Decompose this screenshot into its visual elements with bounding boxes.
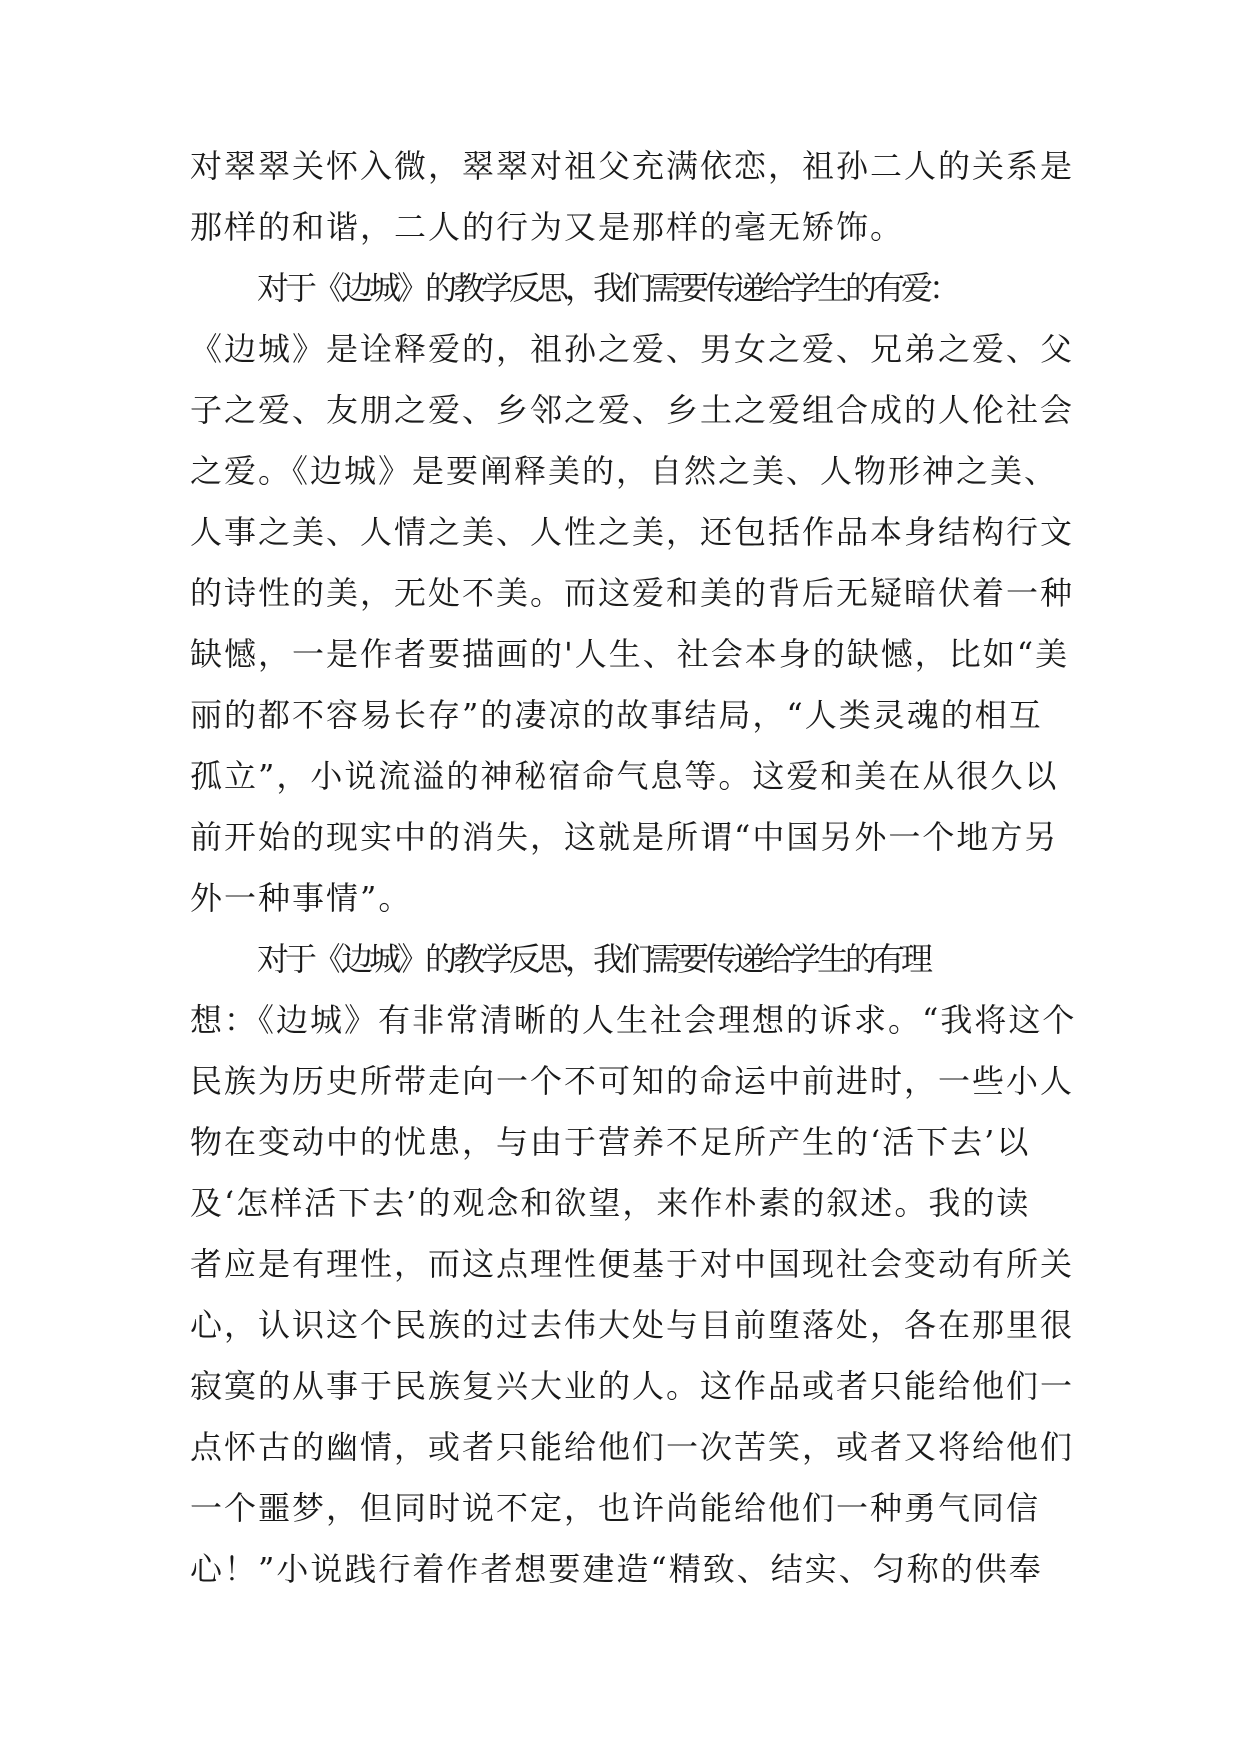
text-line: 想：《边城》有非常清晰的人生社会理想的诉求。“我将这个 — [190, 1001, 1077, 1039]
text-line: 心！”小说践行着作者想要建造“精致、结实、匀称的供奉 — [190, 1550, 1043, 1588]
text-line: 缺憾，一是作者要描画的'人生、社会本身的缺憾，比如“美 — [190, 635, 1070, 673]
paragraph-start-line: 对于《边城》的教学反思，我们需要传递给学生的有爱： — [257, 269, 958, 307]
text-line: 物在变动中的忧患，与由于营养不足所产生的‘活下去’以 — [190, 1123, 1031, 1161]
text-line: 一个噩梦，但同时说不定，也许尚能给他们一种勇气同信 — [190, 1489, 1041, 1527]
text-line: 外一种事情”。 — [190, 879, 413, 917]
paragraph-start-line: 对于《边城》的教学反思，我们需要传递给学生的有理 — [257, 940, 930, 978]
text-line: 前开始的现实中的消失，这就是所谓“中国另外一个地方另 — [190, 818, 1059, 856]
text-line: 《边城》是诠释爱的，祖孙之爱、男女之爱、兄弟之爱、父 — [190, 330, 1075, 368]
text-line: 寂寞的从事于民族复兴大业的人。这作品或者只能给他们一 — [190, 1367, 1075, 1405]
text-line: 丽的都不容易长存”的凄凉的故事结局，“人类灵魂的相互 — [190, 696, 1043, 734]
text-line: 心，认识这个民族的过去伟大处与目前堕落处，各在那里很 — [190, 1306, 1075, 1344]
text-line: 对翠翠关怀入微，翠翠对祖父充满依恋，祖孙二人的关系是 — [190, 147, 1075, 185]
text-line: 点怀古的幽情，或者只能给他们一次苦笑，或者又将给他们 — [190, 1428, 1075, 1466]
text-line: 孤立”，小说流溢的神秘宿命气息等。这爱和美在从很久以 — [190, 757, 1059, 795]
text-line: 子之爱、友朋之爱、乡邻之爱、乡土之爱组合成的人伦社会 — [190, 391, 1075, 429]
text-line: 的诗性的美，无处不美。而这爱和美的背后无疑暗伏着一种 — [190, 574, 1075, 612]
text-line: 那样的和谐，二人的行为又是那样的毫无矫饰。 — [190, 208, 905, 246]
text-line: 及‘怎样活下去’的观念和欲望，来作朴素的叙述。我的读 — [190, 1184, 1031, 1222]
text-line: 人事之美、人情之美、人性之美，还包括作品本身结构行文 — [190, 513, 1075, 551]
text-line: 民族为历史所带走向一个不可知的命运中前进时，一些小人 — [190, 1062, 1075, 1100]
text-line: 之爱。《边城》是要阐释美的，自然之美、人物形神之美、 — [190, 452, 1059, 490]
text-line: 者应是有理性，而这点理性便基于对中国现社会变动有所关 — [190, 1245, 1075, 1283]
